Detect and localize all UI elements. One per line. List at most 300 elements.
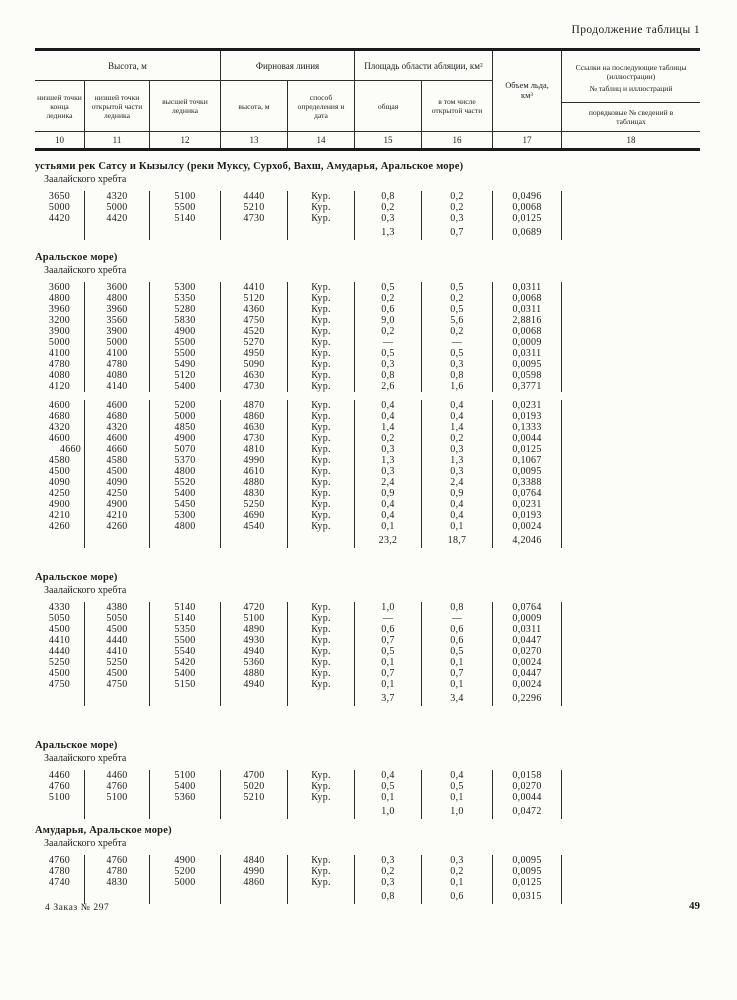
- cell-col10: 4410: [35, 635, 85, 646]
- cell-col16: 0,1: [422, 792, 493, 803]
- cell-col18: [562, 370, 700, 381]
- cell-col10: 4780: [35, 359, 85, 370]
- cell-col17: 0,0095: [493, 359, 562, 370]
- cell-col15: 0,4: [355, 400, 422, 411]
- cell-col18: [562, 337, 700, 348]
- cell-col13: 4860: [221, 411, 288, 422]
- block-total-row: [35, 532, 700, 548]
- cell-col11: 5050: [85, 613, 150, 624]
- cell-col14: Кур.: [288, 521, 355, 532]
- cell-col10: 4500: [35, 466, 85, 477]
- cell-col11: 4140: [85, 381, 150, 392]
- cell-col18: [562, 477, 700, 488]
- cell-col13: 4610: [221, 466, 288, 477]
- cell-col14: Кур.: [288, 433, 355, 444]
- total-col12: [150, 532, 221, 548]
- table-row: [35, 613, 700, 624]
- table-row: [35, 370, 700, 381]
- column-number-10: 10: [35, 131, 85, 148]
- cell-col14: Кур.: [288, 781, 355, 792]
- column-number-12: 12: [150, 131, 221, 148]
- cell-col18: [562, 455, 700, 466]
- subheader-col12: высшей точки ледника: [150, 81, 221, 131]
- total-col12: [150, 803, 221, 819]
- cell-col11: 3960: [85, 304, 150, 315]
- cell-col11: 3600: [85, 282, 150, 293]
- cell-col16: 0,5: [422, 646, 493, 657]
- subheader-col10: низшей точки конца ледника: [35, 81, 85, 131]
- cell-col16: 0,1: [422, 521, 493, 532]
- header-references-numbers: № таблиц и иллюстраций: [589, 83, 673, 93]
- cell-col13: 4880: [221, 477, 288, 488]
- cell-col15: 0,1: [355, 792, 422, 803]
- cell-col14: Кур.: [288, 792, 355, 803]
- cell-col12: 5500: [150, 348, 221, 359]
- cell-col11: 3900: [85, 326, 150, 337]
- header-references-top: [562, 51, 700, 102]
- cell-col11: 4320: [85, 422, 150, 433]
- table-section: [35, 252, 700, 548]
- cell-col10: 5250: [35, 657, 85, 668]
- cell-col13: 4630: [221, 370, 288, 381]
- cell-col14: Кур.: [288, 613, 355, 624]
- cell-col12: 5140: [150, 613, 221, 624]
- cell-col14: Кур.: [288, 477, 355, 488]
- cell-col16: 0,3: [422, 359, 493, 370]
- table-section: [35, 572, 700, 706]
- cell-col13: 4880: [221, 668, 288, 679]
- cell-col16: 0,6: [422, 635, 493, 646]
- total-col13: [221, 532, 288, 548]
- cell-col13: 4810: [221, 444, 288, 455]
- cell-col18: [562, 400, 700, 411]
- cell-col14: Кур.: [288, 855, 355, 866]
- cell-col14: Кур.: [288, 877, 355, 888]
- cell-col17: 0,0158: [493, 770, 562, 781]
- cell-col13: 5120: [221, 293, 288, 304]
- section-heading: Аральское море): [35, 740, 118, 751]
- cell-col14: Кур.: [288, 348, 355, 359]
- table-row: [35, 315, 700, 326]
- cell-col13: 4870: [221, 400, 288, 411]
- cell-col14: Кур.: [288, 213, 355, 224]
- cell-col15: 0,7: [355, 668, 422, 679]
- cell-col17: 0,0270: [493, 646, 562, 657]
- cell-col11: 4420: [85, 213, 150, 224]
- cell-col15: 0,1: [355, 657, 422, 668]
- cell-col16: —: [422, 337, 493, 348]
- cell-col17: 0,0024: [493, 521, 562, 532]
- cell-col12: 5400: [150, 781, 221, 792]
- cell-col12: 5420: [150, 657, 221, 668]
- cell-col17: 0,0764: [493, 602, 562, 613]
- cell-col16: 0,4: [422, 499, 493, 510]
- cell-col13: 4750: [221, 315, 288, 326]
- cell-col15: 0,2: [355, 433, 422, 444]
- cell-col17: 0,0193: [493, 510, 562, 521]
- cell-col12: 5540: [150, 646, 221, 657]
- header-references-ordinal: порядковые № сведений в таблицах: [562, 102, 700, 130]
- cell-col13: 4940: [221, 646, 288, 657]
- cell-col18: [562, 381, 700, 392]
- cell-col13: 4950: [221, 348, 288, 359]
- cell-col11: 4100: [85, 348, 150, 359]
- cell-col11: 4320: [85, 191, 150, 202]
- cell-col18: [562, 499, 700, 510]
- column-number-18: 18: [562, 131, 700, 148]
- cell-col18: [562, 466, 700, 477]
- table-body: [35, 161, 700, 904]
- section-subheading: Заалайского хребта: [44, 585, 127, 596]
- cell-col10: 4100: [35, 348, 85, 359]
- cell-col12: 5100: [150, 770, 221, 781]
- cell-col17: 0,0447: [493, 668, 562, 679]
- cell-col11: 4830: [85, 877, 150, 888]
- cell-col13: 4440: [221, 191, 288, 202]
- cell-col10: 3650: [35, 191, 85, 202]
- cell-col10: 4600: [35, 433, 85, 444]
- cell-col18: [562, 602, 700, 613]
- row-block: [35, 282, 700, 392]
- cell-col16: 0,3: [422, 213, 493, 224]
- cell-col14: Кур.: [288, 202, 355, 213]
- cell-col13: 5360: [221, 657, 288, 668]
- cell-col12: 5280: [150, 304, 221, 315]
- cell-col12: 5000: [150, 877, 221, 888]
- cell-col17: 0,0068: [493, 293, 562, 304]
- cell-col11: 4780: [85, 359, 150, 370]
- cell-col13: 4930: [221, 635, 288, 646]
- cell-col16: 0,2: [422, 202, 493, 213]
- header-references-group: [562, 51, 700, 131]
- total-col11: [85, 532, 150, 548]
- cell-col14: Кур.: [288, 646, 355, 657]
- cell-col17: 0,0044: [493, 433, 562, 444]
- table-row: [35, 455, 700, 466]
- cell-col13: 4940: [221, 679, 288, 690]
- cell-col11: 3560: [85, 315, 150, 326]
- cell-col14: Кур.: [288, 679, 355, 690]
- cell-col10: 4080: [35, 370, 85, 381]
- cell-col18: [562, 679, 700, 690]
- cell-col16: 0,3: [422, 466, 493, 477]
- cell-col12: 5400: [150, 381, 221, 392]
- cell-col13: 4730: [221, 213, 288, 224]
- total-col15: 23,2: [355, 532, 422, 548]
- cell-col16: 0,9: [422, 488, 493, 499]
- total-col18: [562, 888, 700, 904]
- cell-col13: 4990: [221, 866, 288, 877]
- cell-col16: 0,2: [422, 433, 493, 444]
- total-col17: 0,0689: [493, 224, 562, 240]
- cell-col15: 0,3: [355, 855, 422, 866]
- cell-col12: 5520: [150, 477, 221, 488]
- cell-col17: 0,0231: [493, 499, 562, 510]
- cell-col13: 4990: [221, 455, 288, 466]
- cell-col14: Кур.: [288, 466, 355, 477]
- table-row: [35, 433, 700, 444]
- cell-col14: Кур.: [288, 282, 355, 293]
- cell-col11: 5100: [85, 792, 150, 803]
- cell-col12: 5070: [150, 444, 221, 455]
- cell-col10: 4760: [35, 781, 85, 792]
- subheader-col13: высота, м: [221, 81, 288, 131]
- cell-col17: 0,1333: [493, 422, 562, 433]
- cell-col12: 5100: [150, 191, 221, 202]
- cell-col12: 5500: [150, 202, 221, 213]
- cell-col11: 4600: [85, 400, 150, 411]
- cell-col11: 4080: [85, 370, 150, 381]
- cell-col10: 5100: [35, 792, 85, 803]
- cell-col13: 5270: [221, 337, 288, 348]
- cell-col15: 2,4: [355, 477, 422, 488]
- cell-col18: [562, 202, 700, 213]
- table-section: [35, 161, 700, 240]
- cell-col14: Кур.: [288, 488, 355, 499]
- cell-col12: 5370: [150, 455, 221, 466]
- cell-col10: 4740: [35, 877, 85, 888]
- cell-col12: 4900: [150, 433, 221, 444]
- cell-col17: 0,1067: [493, 455, 562, 466]
- cell-col16: 0,1: [422, 657, 493, 668]
- cell-col10: 4660: [35, 444, 85, 455]
- cell-col11: 4410: [85, 646, 150, 657]
- cell-col11: 4900: [85, 499, 150, 510]
- table-section: [35, 740, 700, 819]
- total-col15: 1,0: [355, 803, 422, 819]
- total-col18: [562, 690, 700, 706]
- total-col18: [562, 803, 700, 819]
- cell-col15: 0,5: [355, 781, 422, 792]
- cell-col10: 4260: [35, 521, 85, 532]
- cell-col12: 5450: [150, 499, 221, 510]
- cell-col16: 0,1: [422, 877, 493, 888]
- cell-col13: 4360: [221, 304, 288, 315]
- header-group-ablation-area: Площадь области абляции, км²: [355, 51, 493, 81]
- cell-col11: 4440: [85, 635, 150, 646]
- cell-col10: 3900: [35, 326, 85, 337]
- cell-col18: [562, 855, 700, 866]
- cell-col17: 0,0095: [493, 866, 562, 877]
- cell-col12: 5300: [150, 282, 221, 293]
- block-total-row: [35, 888, 700, 904]
- cell-col12: 5300: [150, 510, 221, 521]
- cell-col16: 0,2: [422, 866, 493, 877]
- total-col10: [35, 532, 85, 548]
- cell-col10: 5000: [35, 337, 85, 348]
- section-subheading: Заалайского хребта: [44, 753, 127, 764]
- section-heading: Аральское море): [35, 572, 118, 583]
- cell-col14: Кур.: [288, 635, 355, 646]
- cell-col17: 2,8816: [493, 315, 562, 326]
- cell-col17: 0,0231: [493, 400, 562, 411]
- cell-col11: 4780: [85, 866, 150, 877]
- cell-col18: [562, 444, 700, 455]
- table-row: [35, 293, 700, 304]
- total-col11: [85, 690, 150, 706]
- cell-col13: 4630: [221, 422, 288, 433]
- cell-col13: 4520: [221, 326, 288, 337]
- table-header: [35, 48, 700, 151]
- total-col14: [288, 532, 355, 548]
- total-col14: [288, 690, 355, 706]
- cell-col12: 5200: [150, 866, 221, 877]
- table-row: [35, 855, 700, 866]
- cell-col17: 0,0068: [493, 326, 562, 337]
- table-row: [35, 510, 700, 521]
- row-block: [35, 191, 700, 240]
- cell-col18: [562, 792, 700, 803]
- row-block: [35, 400, 700, 548]
- cell-col15: 0,9: [355, 488, 422, 499]
- cell-col11: 4760: [85, 781, 150, 792]
- cell-col12: 4800: [150, 521, 221, 532]
- cell-col11: 5250: [85, 657, 150, 668]
- cell-col13: 5020: [221, 781, 288, 792]
- cell-col17: 0,3771: [493, 381, 562, 392]
- cell-col10: 4500: [35, 668, 85, 679]
- cell-col13: 4890: [221, 624, 288, 635]
- section-heading: устьями рек Сатсу и Кызылсу (реки Муксу, Сурхоб, Вахш, Амударья, Аральское море): [35, 161, 464, 172]
- table-row: [35, 646, 700, 657]
- cell-col15: 0,3: [355, 359, 422, 370]
- cell-col11: 4500: [85, 624, 150, 635]
- cell-col18: [562, 293, 700, 304]
- cell-col11: 4600: [85, 433, 150, 444]
- cell-col18: [562, 213, 700, 224]
- cell-col12: 5350: [150, 624, 221, 635]
- cell-col17: 0,0496: [493, 191, 562, 202]
- cell-col17: 0,0447: [493, 635, 562, 646]
- cell-col17: 0,0311: [493, 348, 562, 359]
- cell-col16: 0,2: [422, 293, 493, 304]
- header-group-height: Высота, м: [35, 51, 221, 81]
- cell-col12: 5350: [150, 293, 221, 304]
- cell-col14: Кур.: [288, 510, 355, 521]
- table-row: [35, 337, 700, 348]
- cell-col16: 0,7: [422, 668, 493, 679]
- cell-col18: [562, 359, 700, 370]
- cell-col11: 5000: [85, 337, 150, 348]
- cell-col14: Кур.: [288, 444, 355, 455]
- block-total-row: [35, 690, 700, 706]
- cell-col15: 0,4: [355, 770, 422, 781]
- cell-col14: Кур.: [288, 624, 355, 635]
- cell-col15: 0,3: [355, 466, 422, 477]
- total-col12: [150, 690, 221, 706]
- cell-col15: —: [355, 613, 422, 624]
- header-references-title: Ссылки на последующие таблицы (иллюстрации): [575, 62, 687, 81]
- cell-col13: 4540: [221, 521, 288, 532]
- table-row: [35, 422, 700, 433]
- cell-col11: 4260: [85, 521, 150, 532]
- cell-col18: [562, 613, 700, 624]
- total-col10: [35, 888, 85, 904]
- cell-col16: 0,5: [422, 348, 493, 359]
- cell-col10: 4780: [35, 866, 85, 877]
- cell-col10: 4800: [35, 293, 85, 304]
- cell-col16: 0,8: [422, 602, 493, 613]
- cell-col11: 4580: [85, 455, 150, 466]
- cell-col11: 4210: [85, 510, 150, 521]
- table-row: [35, 770, 700, 781]
- header-ice-volume: Объем льда, км³: [493, 51, 562, 131]
- section-subheading: Заалайского хребта: [44, 265, 127, 276]
- table-row: [35, 282, 700, 293]
- cell-col18: [562, 770, 700, 781]
- cell-col16: —: [422, 613, 493, 624]
- table-row: [35, 668, 700, 679]
- cell-col15: 0,7: [355, 635, 422, 646]
- cell-col10: 4900: [35, 499, 85, 510]
- cell-col18: [562, 646, 700, 657]
- total-col16: 18,7: [422, 532, 493, 548]
- cell-col18: [562, 411, 700, 422]
- cell-col14: Кур.: [288, 293, 355, 304]
- cell-col10: 4750: [35, 679, 85, 690]
- cell-col10: 4760: [35, 855, 85, 866]
- subheader-col11: низшей точки открытой части ледника: [85, 81, 150, 131]
- cell-col17: 0,0311: [493, 304, 562, 315]
- cell-col14: Кур.: [288, 381, 355, 392]
- cell-col16: 1,3: [422, 455, 493, 466]
- cell-col16: 0,5: [422, 304, 493, 315]
- cell-col18: [562, 488, 700, 499]
- cell-col17: 0,0125: [493, 213, 562, 224]
- cell-col18: [562, 326, 700, 337]
- table-row: [35, 866, 700, 877]
- cell-col16: 0,8: [422, 370, 493, 381]
- cell-col11: 4660: [85, 444, 150, 455]
- cell-col18: [562, 877, 700, 888]
- cell-col15: 0,5: [355, 646, 422, 657]
- total-col13: [221, 888, 288, 904]
- table-row: [35, 499, 700, 510]
- total-col14: [288, 888, 355, 904]
- table-row: [35, 877, 700, 888]
- cell-col10: 4420: [35, 213, 85, 224]
- cell-col17: 0,0095: [493, 855, 562, 866]
- total-col17: 0,0472: [493, 803, 562, 819]
- table-continuation-caption: Продолжение таблицы 1: [571, 24, 700, 36]
- column-number-16: 16: [422, 131, 493, 148]
- cell-col16: 0,6: [422, 624, 493, 635]
- cell-col12: 5200: [150, 400, 221, 411]
- cell-col16: 0,4: [422, 411, 493, 422]
- cell-col12: 5830: [150, 315, 221, 326]
- cell-col11: 4090: [85, 477, 150, 488]
- table-row: [35, 444, 700, 455]
- cell-col11: 4750: [85, 679, 150, 690]
- cell-col17: 0,0125: [493, 444, 562, 455]
- total-col16: 1,0: [422, 803, 493, 819]
- cell-col18: [562, 866, 700, 877]
- table-row: [35, 477, 700, 488]
- column-number-15: 15: [355, 131, 422, 148]
- cell-col15: 2,6: [355, 381, 422, 392]
- cell-col18: [562, 521, 700, 532]
- cell-col10: 4460: [35, 770, 85, 781]
- cell-col13: 4730: [221, 381, 288, 392]
- column-number-14: 14: [288, 131, 355, 148]
- total-col11: [85, 803, 150, 819]
- cell-col17: 0,0024: [493, 679, 562, 690]
- cell-col14: Кур.: [288, 866, 355, 877]
- section-heading: Аральское море): [35, 252, 118, 263]
- cell-col16: 2,4: [422, 477, 493, 488]
- table-row: [35, 635, 700, 646]
- total-col16: 3,4: [422, 690, 493, 706]
